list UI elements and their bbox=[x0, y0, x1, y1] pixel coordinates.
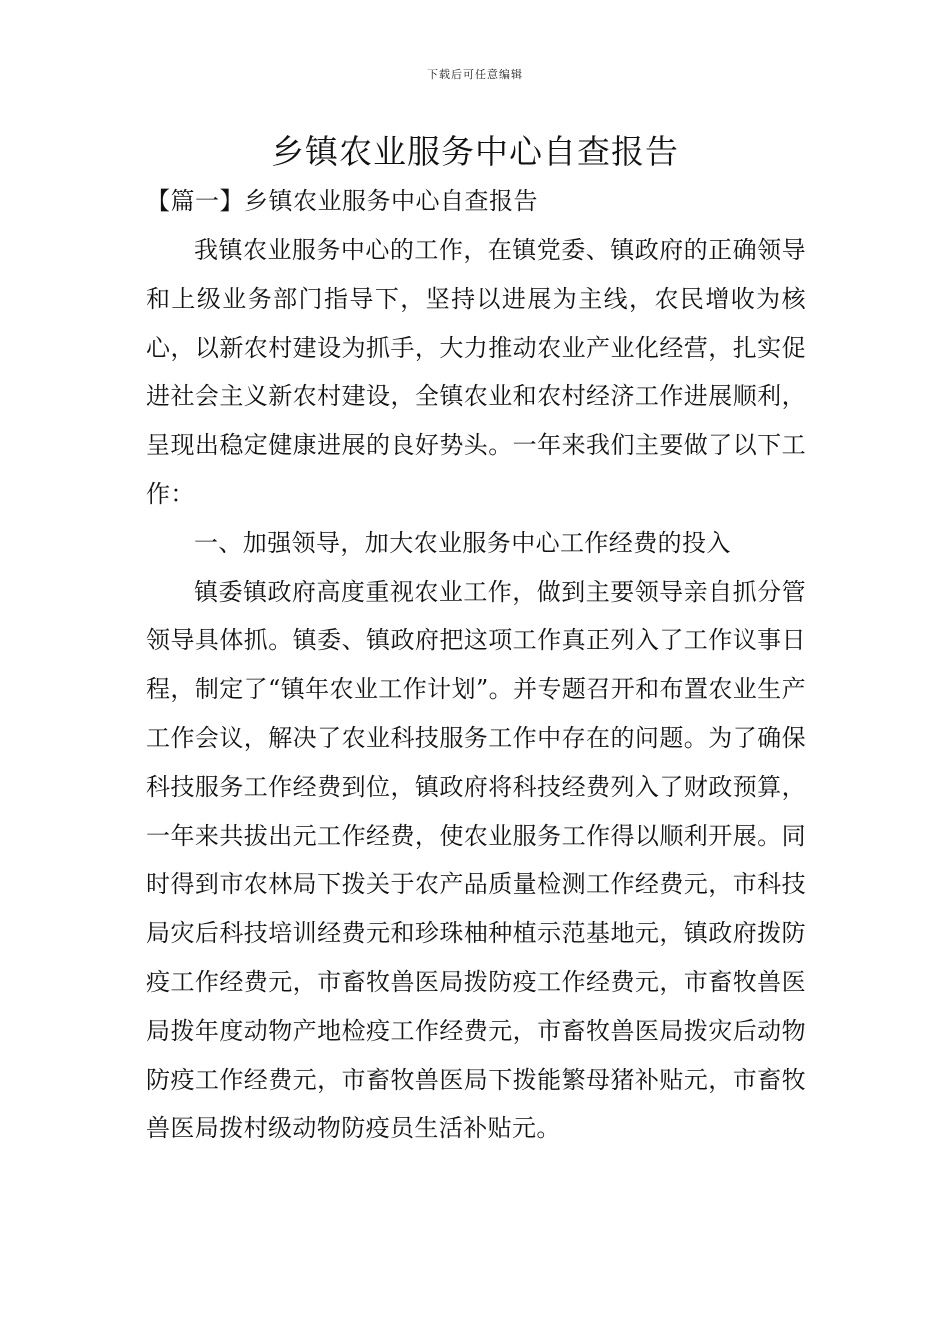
section-subtitle: 【篇一】乡镇农业服务中心自查报告 bbox=[146, 187, 538, 215]
page-header-note: 下载后可任意编辑 bbox=[427, 68, 523, 81]
document-title: 乡镇农业服务中心自查报告 bbox=[271, 132, 679, 171]
paragraph-intro: 我镇农业服务中心的工作，在镇党委、镇政府的正确领导和上级业务部门指导下，坚持以进展为主线，农民增收为核心，以新农村建设为抓手，大力推动农业产业化经营，扎实促进社会主义新农村建设，全镇农业和农村经济工作进展顺利，呈现出稳定健康进展的良好势头。一年来我们主要做了以下工作： bbox=[146, 236, 806, 508]
section-heading-1: 一、加强领导，加大农业服务中心工作经费的投入 bbox=[194, 528, 731, 557]
document-body bbox=[146, 226, 806, 1153]
paragraph-funding: 镇委镇政府高度重视农业工作，做到主要领导亲自抓分管领导具体抓。镇委、镇政府把这项工作真正列入了工作议事日程，制定了“镇年农业工作计划”。并专题召开和布置农业生产工作会议，解决了农业科技服务工作中存在的问题。为了确保科技服务工作经费到位，镇政府将科技经费列入了财政预算，一年来共拔出元工作经费，使农业服务工作得以顺利开展。同时得到市农林局下拨关于农产品质量检测工作经费元，市科技局灾后科技培训经费元和珍珠柚种植示范基地元，镇政府拨防疫工作经费元，市畜牧兽医局拨防疫工作经费元，市畜牧兽医局拨年度动物产地检疫工作经费元，市畜牧兽医局拨灾后动物防疫工作经费元，市畜牧兽医局下拨能繁母猪补贴元，市畜牧兽医局拨村级动物防疫员生活补贴元。 bbox=[146, 577, 806, 1143]
